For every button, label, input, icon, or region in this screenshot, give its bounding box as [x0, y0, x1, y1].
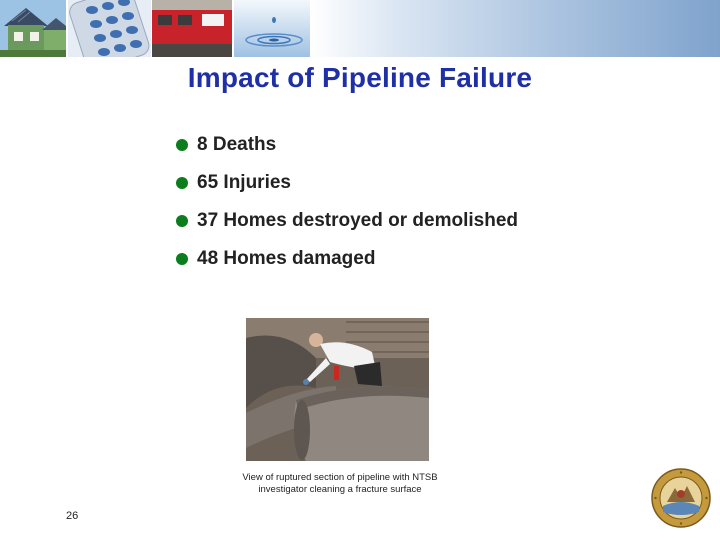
bullet-dot-icon	[176, 215, 188, 227]
water-droplet-image	[234, 0, 310, 57]
list-item	[176, 240, 518, 278]
train-image	[152, 0, 232, 57]
photo-caption	[206, 472, 474, 496]
bullet-text: 37 Homes destroyed or demolished	[197, 210, 518, 231]
house-solar-panels-image	[0, 0, 66, 57]
state-seal-logo	[651, 468, 711, 528]
bullet-text: 65 Injuries	[197, 172, 291, 193]
list-item	[176, 202, 518, 240]
bullet-dot-icon	[176, 177, 188, 189]
list-item	[176, 126, 518, 164]
caption-line-2: investigator cleaning a fracture surface	[258, 484, 422, 495]
pipeline-photo	[246, 318, 429, 461]
bullet-dot-icon	[176, 253, 188, 265]
bullet-list	[176, 126, 518, 278]
slide-title: Impact of Pipeline Failure	[187, 62, 533, 93]
caption-line-1: View of ruptured section of pipeline with NTSB	[242, 472, 438, 483]
page-number: 26	[66, 510, 79, 522]
bullet-text: 8 Deaths	[197, 134, 277, 155]
keypad-image	[68, 0, 151, 57]
bullet-dot-icon	[176, 139, 188, 151]
bullet-text: 48 Homes damaged	[197, 248, 376, 269]
list-item	[176, 164, 518, 202]
